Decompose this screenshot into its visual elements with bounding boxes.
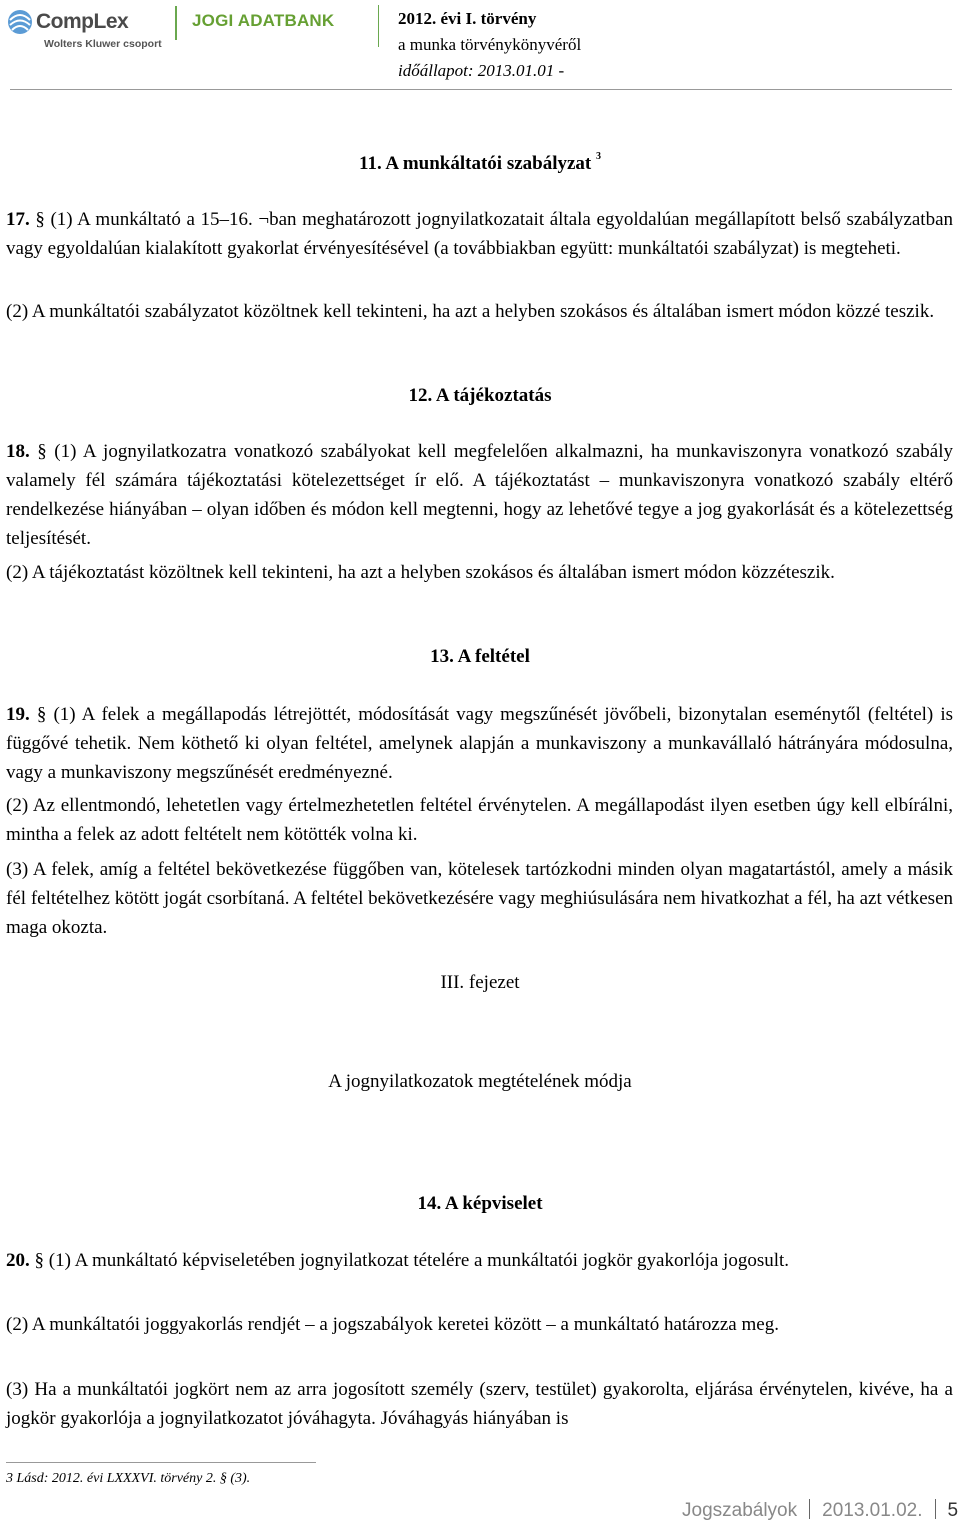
paragraph-20-2: (2) A munkáltatói joggyakorlás rendjét – a jogszabályok keretei között – a munkáltató határozza meg.: [6, 1314, 779, 1335]
header-separator: [378, 5, 379, 47]
footer-source: Jogszabályok: [682, 1500, 798, 1521]
section-sign: §: [34, 1250, 44, 1271]
law-subtitle: a munka törvénykönyvéről: [398, 35, 582, 54]
section-heading-11: [0, 153, 960, 175]
paragraph-17-2: (2) A munkáltatói szabályzatot közöltnek kell tekinteni, ha azt a helyben szokásos és általában ismert módon közzé teszik.: [6, 301, 935, 322]
section-title: 11. A munkáltatói szabályzat: [359, 153, 592, 174]
header-divider: [175, 6, 177, 40]
page-number: 5: [947, 1500, 959, 1521]
chapter-title: A jognyilatkozatok megtételének módja: [328, 1071, 632, 1092]
section-sign: §: [35, 209, 45, 230]
chapter-number: III. fejezet: [440, 972, 520, 993]
footnote-rule: [6, 1462, 316, 1463]
page-footer: [682, 1499, 958, 1522]
section-sign: §: [36, 704, 47, 725]
paragraph-19-2: (2) Az ellentmondó, lehetetlen vagy értelmezhetetlen feltétel érvénytelen. A megállapodást ilyen esetben úgy kell elbírálni, mintha a felek az adott feltételt nem kötötték volna ki.: [6, 795, 953, 845]
footnote-ref[interactable]: 3: [596, 151, 601, 162]
section-heading-14: 14. A képviselet: [417, 1193, 543, 1214]
paragraph-number: 18.: [6, 441, 30, 462]
paragraph-text: (1) A felek a megállapodás létrejöttét, módosítását vagy megszűnését jövőbeli, bizonytalan eseménytől (feltétel) is függővé tehetik. Nem köthető ki olyan feltétel, amelynek alapján a munkaviszony a munkavállaló hátrányára módosulna, vagy a munkaviszony megszűnését eredményezné.: [6, 704, 954, 783]
validity-date: időállapot: 2013.01.01 -: [398, 61, 565, 80]
law-title: 2012. évi I. törvény: [398, 9, 537, 28]
paragraph-number: 17.: [6, 209, 30, 230]
complex-logo-subtitle: Wolters Kluwer csoport: [44, 38, 162, 50]
footer-separator: [809, 1499, 810, 1519]
paragraph-18-1: [6, 437, 953, 553]
header-rule: [10, 89, 952, 90]
paragraph-20-3: (3) Ha a munkáltatói jogkört nem az arra jogosított személy (szerv, testület) gyakorolta, eljárása érvénytelen, kivéve, ha a jogkör gyakorlója a jognyilatkozatot jóváhagyta. Jóváhagyás hiányában is: [6, 1379, 953, 1429]
footnote: 3 Lásd: 2012. évi LXXXVI. törvény 2. § (3).: [6, 1471, 251, 1486]
complex-logo-text: CompLex: [36, 10, 129, 33]
paragraph-17-1: [6, 205, 953, 263]
paragraph-text: (1) A munkáltató a 15–16. ¬ban meghatározott jognyilatkozatait általa egyoldalúan megállapított belső szabályzatban vagy egyoldalúan kialakított gyakorlat érvényesítésével (a továbbiakban együtt: munkáltatói szabályzat) is megteheti.: [6, 209, 954, 259]
complex-logo: [6, 8, 166, 48]
complex-globe-icon: [6, 8, 34, 36]
footer-date: 2013.01.02.: [822, 1500, 923, 1521]
footer-separator: [935, 1499, 936, 1519]
paragraph-number: 19.: [6, 704, 30, 725]
paragraph-18-2: (2) A tájékoztatást közöltnek kell tekinteni, ha azt a helyben szokásos és általában ismert módon közzéteszik.: [6, 562, 835, 583]
paragraph-text: (1) A munkáltató képviseletében jognyilatkozat tételére a munkáltatói jogkör gyakorlója jogosult.: [44, 1250, 790, 1271]
section-heading-12: 12. A tájékoztatás: [408, 385, 552, 406]
paragraph-19-3: (3) A felek, amíg a feltétel bekövetkezése függőben van, kötelesek tartózkodni minden olyan magatartástól, amely a másik fél feltételhez kötött jogát csorbítaná. A feltétel bekövetkezésére vagy meghiúsulására nem hivatkozhat a fél, ha azt vétkesen maga okozta.: [6, 859, 953, 938]
jogi-adatbank-logo: JOGI ADATBANK: [192, 11, 335, 30]
paragraph-number: 20.: [6, 1250, 30, 1271]
section-sign: §: [37, 441, 47, 462]
paragraph-20-1: [6, 1246, 953, 1275]
section-heading-13: 13. A feltétel: [430, 646, 530, 667]
paragraph-19-1: [6, 700, 953, 787]
paragraph-text: (1) A jognyilatkozatra vonatkozó szabályokat kell megfelelően alkalmazni, ha munkaviszonyra vonatkozó szabály valamely fél számára tájékoztatási kötelezettséget ír elő. A tájékoztatást – munkaviszonyra vonatkozó szabály eltérő rendelkezése hiányában – olyan időben és módon kell megtenni, hogy az lehetővé tegye a jog gyakorlását és a kötelezettség teljesítését.: [6, 441, 953, 549]
